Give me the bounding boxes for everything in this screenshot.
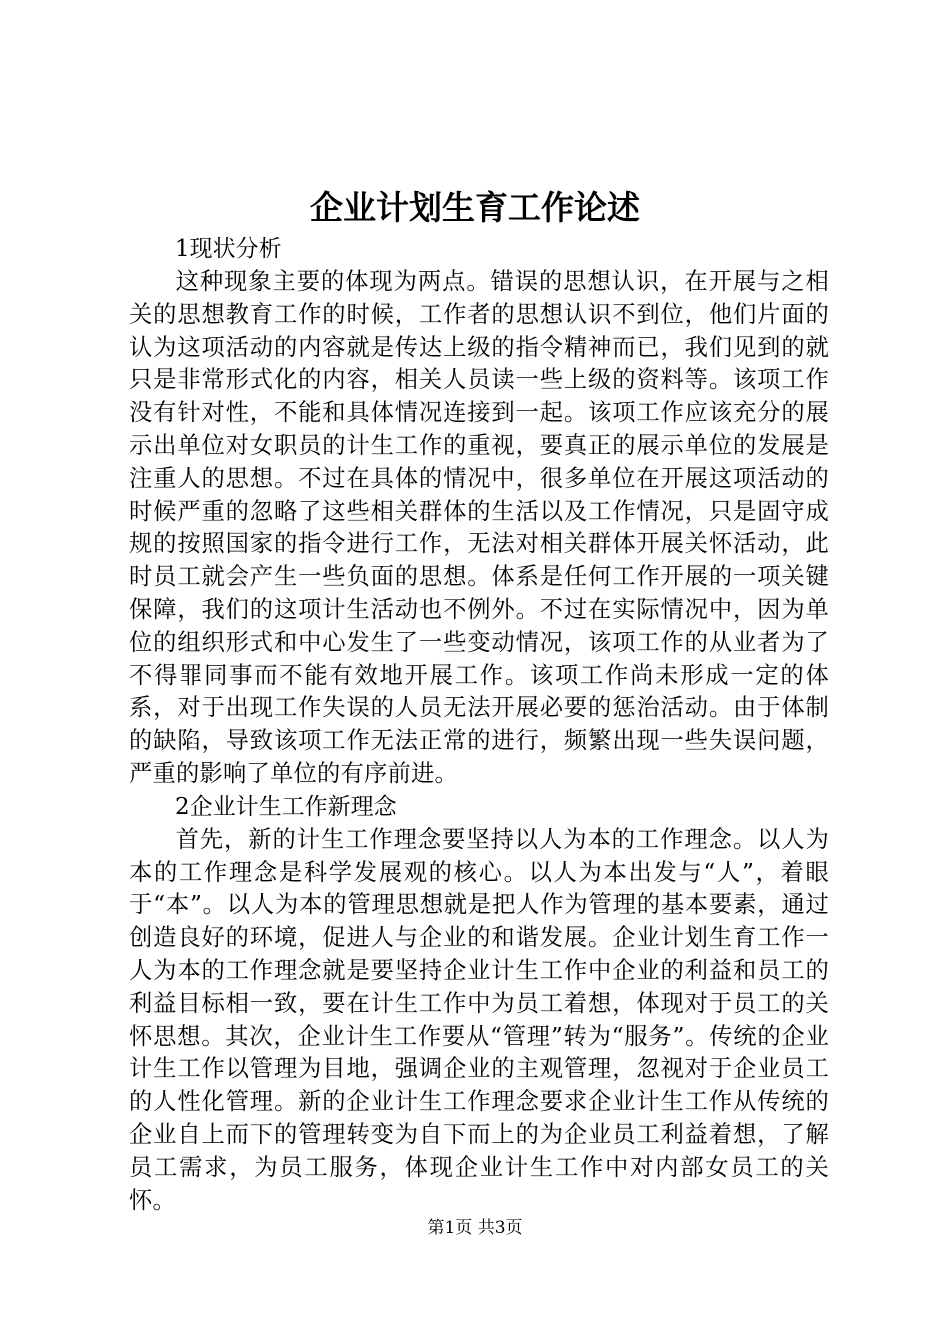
section-paragraph-2: 首先，新的计生工作理念要坚持以人为本的工作理念。以人为本的工作理念是科学发展观的核心。以人为本出发与“人”，着眼于“本”。以人为本的管理思想就是把人作为管理的基本要素，通过创造良好的环境，促进人与企业的和谐发展。企业计划生育工作一人为本的工作理念就是要坚持企业计生工作中企业的利益和员工的利益目标相一致，要在计生工作中为员工着想，体现对于员工的关怀思想。其次，企业计生工作要从“管理”转为“服务”。传统的企业计生工作以管理为目地，强调企业的主观管理，忽视对于企业员工的人性化管理。新的企业计生工作理念要求企业计生工作从传统的企业自上而下的管理转变为自下而上的为企业员工利益着想，了解员工需求，为员工服务，体现企业计生工作中对内部女员工的关怀。 xyxy=(129,825,829,1214)
section-heading-1: 1现状分析 xyxy=(175,236,282,262)
section-paragraph-1: 这种现象主要的体现为两点。错误的思想认识，在开展与之相关的思想教育工作的时候，工作者的思想认识不到位，他们片面的认为这项活动的内容就是传达上级的指令精神而已，我们见到的就只是非常形式化的内容，相关人员读一些上级的资料等。该项工作没有针对性，不能和具体情况连接到一起。该项工作应该充分的展示出单位对女职员的计生工作的重视，要真正的展示单位的发展是注重人的思想。不过在具体的情况中，很多单位在开展这项活动的时候严重的忽略了这些相关群体的生活以及工作情况，只是固守成规的按照国家的指令进行工作，无法对相关群体开展关怀活动，此时员工就会产生一些负面的思想。体系是任何工作开展的一项关键保障，我们的这项计生活动也不例外。不过在实际情况中，因为单位的组织形式和中心发生了一些变动情况，该项工作的从业者为了不得罪同事而不能有效地开展工作。该项工作尚未形成一定的体系，对于出现工作失误的人员无法开展必要的惩治活动。由于体制的缺陷，导致该项工作无法正常的进行，频繁出现一些失误问题，严重的影响了单位的有序前进。 xyxy=(129,268,829,787)
document-title: 企业计划生育工作论述 xyxy=(310,188,640,227)
page-footer: 第1页 共3页 xyxy=(427,1218,523,1238)
section-heading-2: 2企业计生工作新理念 xyxy=(175,793,397,820)
document-body xyxy=(129,233,829,1217)
